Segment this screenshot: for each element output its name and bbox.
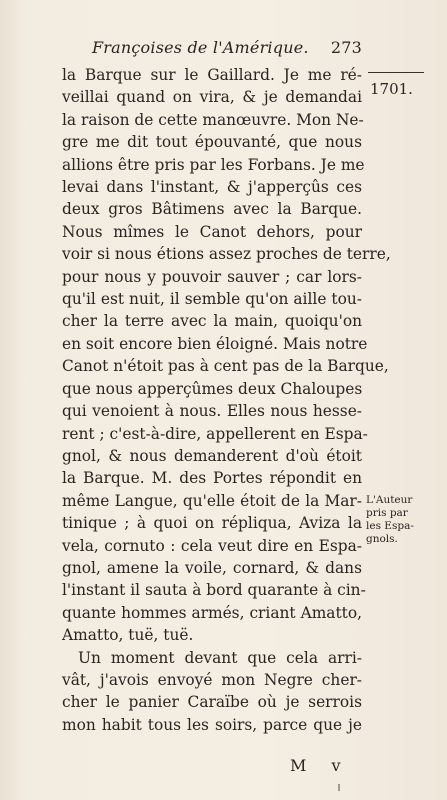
text-line: tinique ; à quoi on répliqua, Aviza la — [62, 514, 362, 533]
text-line: gnol, amene la voile, cornard, & dans — [62, 558, 362, 577]
margin-note-line: L'Auteur — [366, 494, 413, 506]
margin-note-line: les Espa- — [366, 520, 414, 532]
text-line: vela, cornuto : cela veut dire en Espa- — [62, 536, 362, 555]
text-line: Amatto, tuë, tuë. — [62, 626, 194, 645]
text-line: qui venoient à nous. Elles nous hesse- — [62, 402, 362, 421]
text-line: gre me dit tout épouvanté, que nous — [62, 133, 362, 152]
text-line: rent ; c'est-à-dire, appellerent en Espa- — [62, 424, 368, 443]
text-line: Un moment devant que cela arri- — [78, 648, 362, 667]
signature-mark: M v — [290, 756, 351, 775]
text-line: Canot n'étoit pas à cent pas de la Barque, — [62, 357, 389, 376]
text-line: la raison de cette manœuvre. Mon Ne- — [62, 110, 364, 129]
text-line: cher le panier Caraïbe où je serrois — [62, 693, 362, 712]
text-line: voir si nous étions assez proches de terre, — [62, 245, 391, 264]
margin-year: 1701. — [370, 80, 413, 98]
text-line: pour nous y pouvoir sauver ; car lors- — [62, 267, 362, 286]
text-line: l'instant il sauta à bord quarante à cin- — [62, 581, 366, 600]
text-line: que nous apperçûmes deux Chaloupes — [62, 379, 363, 398]
margin-note — [366, 494, 414, 546]
margin-note-line: gnols. — [366, 533, 398, 545]
text-line: la Barque. M. des Portes répondit en — [62, 469, 362, 488]
text-line: Nous mîmes le Canot dehors, pour — [62, 222, 362, 241]
text-line: deux gros Bâtimens avec la Barque. — [62, 200, 362, 219]
running-title: Françoises de l'Amérique. — [92, 38, 309, 57]
text-line: qu'il est nuit, il semble qu'on aille tou- — [62, 290, 362, 309]
margin-rule — [368, 72, 424, 73]
text-line: quante hommes armés, criant Amatto, — [62, 603, 362, 622]
text-line: veillai quand on vira, & je demandai — [62, 88, 362, 107]
page-number: 273 — [330, 38, 362, 57]
text-line: levai dans l'instant, & j'apperçûs ces — [62, 178, 362, 197]
text-line: gnol, & nous demanderent d'où étoit — [62, 446, 362, 465]
text-line: cher la terre avec la main, quoiqu'on — [62, 312, 362, 331]
ink-mark — [338, 784, 340, 791]
text-line: en soit encore bien éloigné. Mais notre — [62, 334, 368, 353]
text-line: vât, j'avois envoyé mon Negre cher- — [62, 670, 362, 689]
running-header — [92, 38, 362, 57]
text-line: même Langue, qu'elle étoit de la Mar- — [62, 491, 362, 510]
margin-note-line: pris par — [366, 507, 408, 519]
text-line: allions être pris par les Forbans. Je me — [62, 155, 365, 174]
text-line: mon habit tous les soirs, parce que je — [62, 715, 362, 734]
text-line: la Barque sur le Gaillard. Je me ré- — [62, 66, 362, 84]
